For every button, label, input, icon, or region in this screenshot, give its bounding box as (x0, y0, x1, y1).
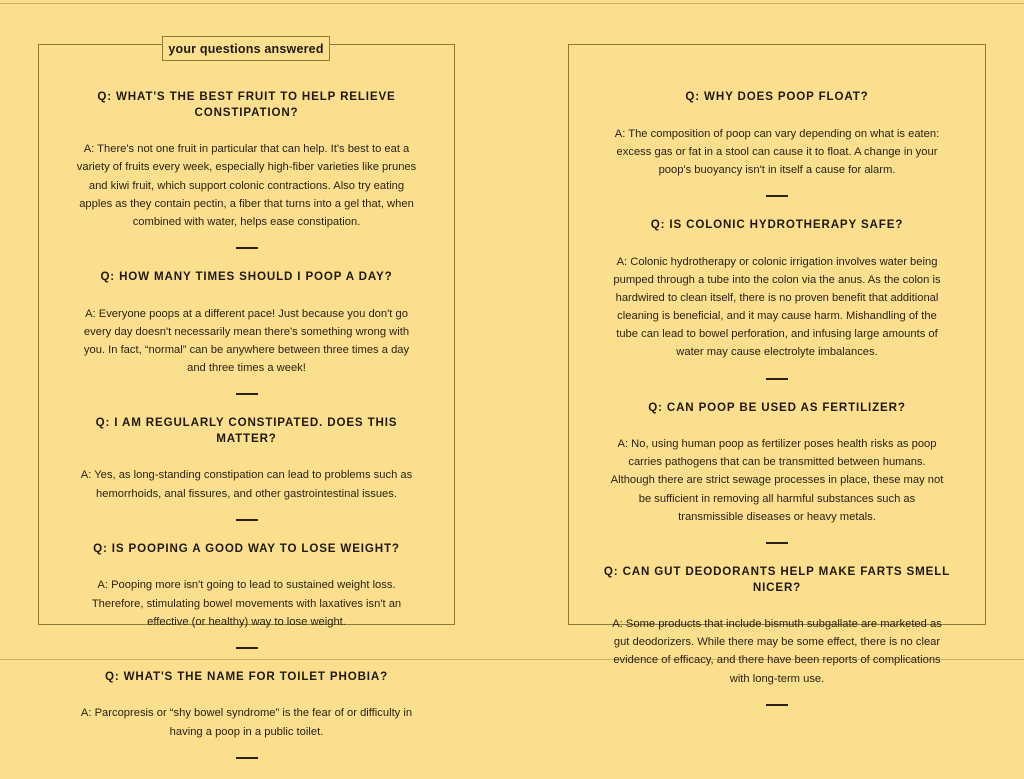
answer-text: A: Colonic hydrotherapy or colonic irrigation involves water being pumped through a tube into the colon via the anus. As the colon is hardwired to clean itself, there is no proven benefit that additional cleaning is beneficial, and it may cause harm. Mishandling of the tube can lead to bowel perforation, and infusing large amounts of water may cause electrolyte imbalances. (613, 255, 941, 359)
qa-block (65, 269, 428, 395)
section-title-label: your questions answered (168, 41, 324, 56)
qa-divider (766, 542, 788, 544)
answer-text: A: Some products that include bismuth subgallate are marketed as gut deodorizers. While there may be some effect, there is no clear evidence of efficacy, and there have been reports of complications with long-term use. (612, 618, 942, 685)
qa-block (595, 564, 959, 706)
question-text: Q: I AM REGULARLY CONSTIPATED. DOES THIS MATTER? (95, 416, 398, 445)
qa-block (65, 541, 428, 649)
question-text: Q: CAN POOP BE USED AS FERTILIZER? (648, 400, 906, 414)
qa-block (595, 400, 959, 544)
question-text: Q: IS POOPING A GOOD WAY TO LOSE WEIGHT? (93, 541, 400, 555)
answer-text: A: Everyone poops at a different pace! Just because you don't go every day doesn't necessarily mean there's something wrong with you. In fact, “normal” can be anywhere between three times a day and three times a week! (83, 307, 410, 375)
qa-divider (766, 195, 788, 197)
qa-block (65, 669, 428, 759)
question-text: Q: CAN GUT DEODORANTS HELP MAKE FARTS SMELL NICER? (603, 564, 951, 594)
answer-text: A: Parcopresis or “shy bowel syndrome” is the fear of or difficulty in having a poop in a public toilet. (80, 707, 413, 738)
qa-block (595, 89, 959, 197)
question-text: Q: WHY DOES POOP FLOAT? (685, 90, 869, 103)
question-text: Q: IS COLONIC HYDROTHERAPY SAFE? (650, 218, 904, 232)
qa-divider (766, 704, 788, 706)
question-text: Q: HOW MANY TIMES SHOULD I POOP A DAY? (100, 269, 393, 283)
page-top-rule (0, 3, 1024, 4)
qa-divider (236, 647, 258, 649)
qa-block (65, 415, 428, 521)
qa-divider (236, 247, 258, 249)
answer-text: A: Yes, as long-standing constipation can lead to problems such as hemorrhoids, anal fissures, and other gastrointestinal issues. (80, 469, 413, 500)
question-text: Q: WHAT'S THE BEST FRUIT TO HELP RELIEVE CONSTIPATION? (97, 90, 396, 119)
qa-divider (236, 519, 258, 521)
qa-divider (236, 757, 258, 759)
qa-divider (766, 378, 788, 380)
section-title-badge (162, 36, 330, 61)
qa-block (65, 89, 428, 249)
answer-text: A: Pooping more isn't going to lead to sustained weight loss. Therefore, stimulating bowel movements with laxatives isn't an effective (or healthy) way to lose weight. (91, 579, 402, 628)
qa-block (595, 217, 959, 379)
question-text: Q: WHAT'S THE NAME FOR TOILET PHOBIA? (104, 669, 389, 683)
answer-text: A: The composition of poop can vary depending on what is eaten: excess gas or fat in a stool can cause it to float. A change in your poop's buoyancy isn't in itself a cause for alarm. (614, 127, 940, 176)
answer-text: A: There's not one fruit in particular that can help. It's best to eat a variety of fruits every week, especially high-fiber varieties like prunes and kiwi fruit, which support colonic contractions. Also try eating apples as they contain pectin, a fiber that turns into a gel that, when combined with water, helps ease constipation. (76, 143, 417, 228)
qa-divider (236, 393, 258, 395)
right-page-frame (568, 44, 986, 685)
left-page-frame (38, 41, 455, 738)
left-column-content (39, 45, 454, 779)
answer-text: A: No, using human poop as fertilizer poses health risks as poop carries pathogens that can be transmitted between humans. Although there are strict sewage processes in place, these may not be sufficient in removing all harmful substances such as transmissible diseases or heavy metals. (610, 438, 944, 523)
right-column-content (569, 45, 985, 726)
